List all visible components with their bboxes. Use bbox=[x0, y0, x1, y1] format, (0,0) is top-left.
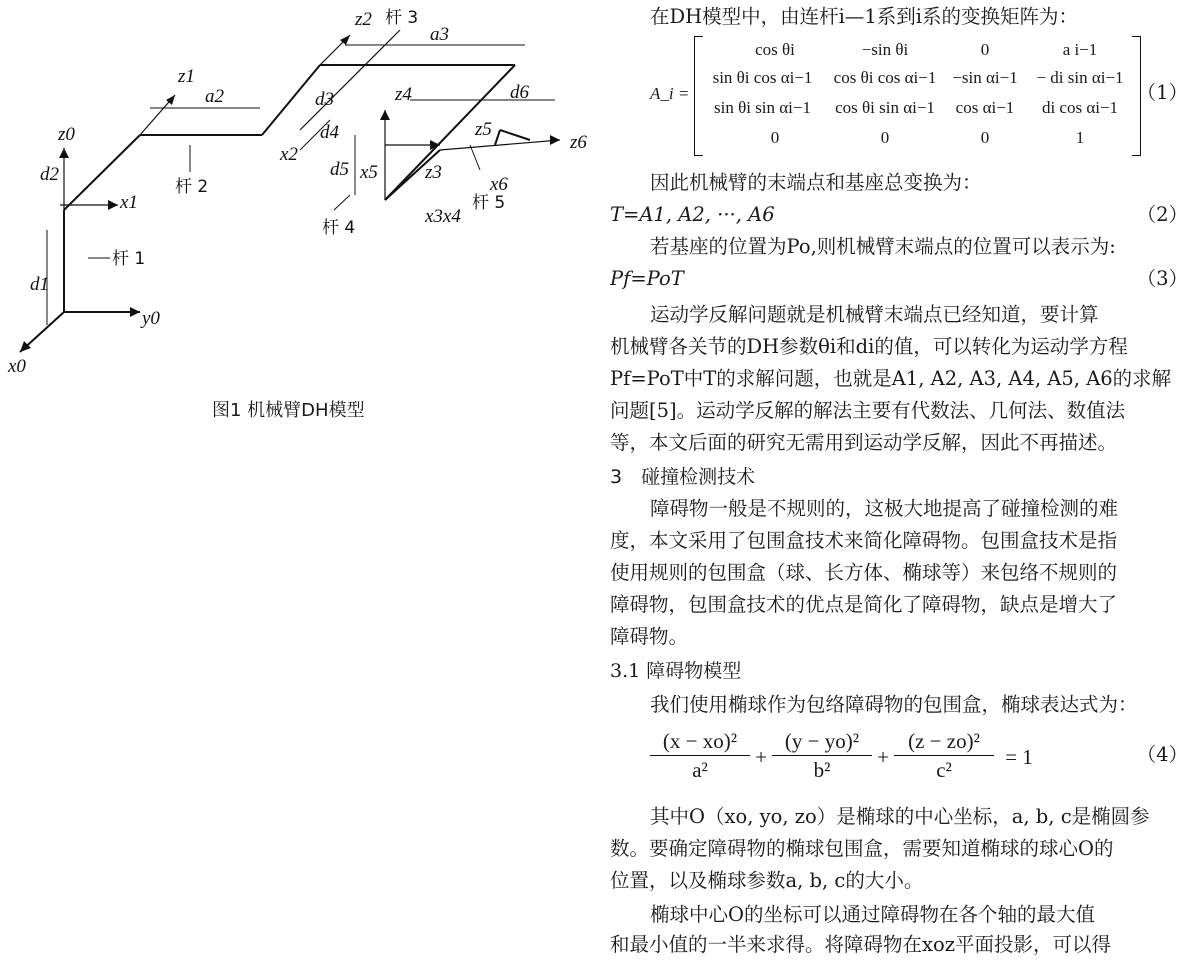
matrix-cell: −sin αi−1 bbox=[952, 68, 1018, 87]
matrix-cell: − di sin αi−1 bbox=[1036, 68, 1124, 87]
z5-label: z5 bbox=[475, 119, 492, 140]
x2-label: x2 bbox=[280, 144, 298, 165]
z3-label: z3 bbox=[425, 162, 442, 183]
eq1-number: （1） bbox=[1136, 81, 1188, 104]
z4-label: z4 bbox=[395, 84, 412, 105]
matrix-cell: cos θi cos αi−1 bbox=[833, 68, 937, 87]
z1-label: z1 bbox=[178, 66, 195, 87]
paragraph-center-line: 位置，以及椭球参数a, b, c的大小。 bbox=[610, 869, 924, 892]
paragraph-obstacle-line: 障碍物，包围盒技术的优点是简化了障碍物，缺点是增大了 bbox=[610, 593, 1118, 616]
matrix-cell: cos αi−1 bbox=[955, 98, 1015, 117]
matrix-cell: −sin θi bbox=[861, 40, 909, 59]
section-heading-3: 3 碰撞检测技术 bbox=[610, 466, 756, 488]
paragraph-ik-line: 问题[5]。运动学反解的解法主要有代数法、几何法、数值法 bbox=[610, 399, 1126, 422]
matrix-cell: a i−1 bbox=[1062, 40, 1098, 59]
section-heading-3-1: 3.1 障碍物模型 bbox=[610, 660, 742, 682]
x0-label: x0 bbox=[8, 356, 26, 377]
eq4-term: $\frac{\text{(x − xo)²}}{\text{a²}}$ bbox=[650, 727, 750, 787]
matrix-cell: 0 bbox=[880, 128, 890, 147]
x1-label: x1 bbox=[120, 192, 138, 213]
matrix-cell: 0 bbox=[980, 128, 990, 147]
y0-arrow bbox=[130, 307, 140, 317]
paragraph-base: 若基座的位置为Po,则机械臂末端点的位置可以表示为: bbox=[650, 235, 1116, 258]
paragraph-center-line: 数。要确定障碍物的椭球包围盒，需要知道椭球的球心O的 bbox=[610, 837, 1114, 860]
eq4-term: $\frac{\text{(y − yo)²}}{\text{b²}}$ bbox=[772, 727, 872, 787]
paragraph-ik-line: 机械臂各关节的DH参数θi和di的值，可以转化为运动学方程 bbox=[610, 335, 1128, 358]
matrix-cell: cos θi sin αi−1 bbox=[835, 98, 935, 117]
d3-label: d3 bbox=[315, 89, 334, 110]
eq4-number: （4） bbox=[1136, 743, 1188, 766]
paragraph-ik-line: 等，本文后面的研究无需用到运动学反解，因此不再描述。 bbox=[610, 431, 1118, 454]
eq3-number: （3） bbox=[1136, 267, 1188, 290]
matrix-cell: sin θi cos αi−1 bbox=[712, 68, 813, 87]
paragraph-total-transform: 因此机械臂的末端点和基座总变换为： bbox=[650, 171, 982, 194]
paragraph-obstacle-line: 障碍物。 bbox=[610, 625, 689, 648]
paragraph-obstacle-line: 使用规则的包围盒（球、长方体、椭球等）来包络不规则的 bbox=[610, 561, 1118, 584]
eq4-rhs: = 1 bbox=[1005, 745, 1033, 769]
d2-label: d2 bbox=[40, 164, 59, 185]
paragraph-derivation-line: 和最小值的一半来求得。将障碍物在xoz平面投影，可以得 bbox=[610, 933, 1112, 956]
link-1-label: 杆 1 bbox=[112, 249, 146, 269]
y0-label: y0 bbox=[142, 308, 160, 329]
link-2-label: 杆 2 bbox=[175, 177, 209, 197]
transform-matrix bbox=[650, 36, 1150, 154]
matrix-cell: 0 bbox=[980, 40, 990, 59]
paragraph-ik-line: Pf=PoT中T的求解问题，也就是A1, A2, A3, A4, A5, A6的求解 bbox=[610, 367, 1172, 390]
matrix-cell: sin θi sin αi−1 bbox=[713, 98, 811, 117]
matrix-lhs: A_i = bbox=[650, 84, 690, 103]
x1-arrow bbox=[108, 200, 118, 210]
d5-label: d5 bbox=[330, 159, 349, 180]
matrix-cell: cos θi bbox=[755, 40, 795, 59]
a3-label: a3 bbox=[430, 24, 449, 45]
paragraph-ik-line: 运动学反解问题就是机械臂末端点已经知道，要计算 bbox=[650, 303, 1099, 326]
z2-label: z2 bbox=[355, 9, 372, 30]
x6-label: x6 bbox=[490, 174, 508, 195]
paragraph-ellipsoid: 我们使用椭球作为包络障碍物的包围盒，椭球表达式为： bbox=[650, 693, 1138, 716]
x3x4-label: x3x4 bbox=[425, 206, 461, 227]
matrix-cell: 0 bbox=[770, 128, 780, 147]
d4-label: d4 bbox=[320, 122, 339, 143]
d1-label: d1 bbox=[30, 274, 49, 295]
paragraph-center-line: 其中O（xo, yo, zo）是椭球的中心坐标，a, b, c是椭圆参 bbox=[650, 805, 1150, 828]
paragraph-derivation-line: 椭球中心O的坐标可以通过障碍物在各个轴的最大值 bbox=[650, 903, 1095, 926]
dh-model-figure bbox=[0, 0, 600, 440]
z0-label: z0 bbox=[58, 124, 75, 145]
dh-model-diagram bbox=[0, 0, 600, 390]
matrix-cell: 1 bbox=[1075, 128, 1085, 147]
figure-caption: 图1 机械臂DH模型 bbox=[212, 400, 365, 421]
matrix-bracket-left bbox=[694, 36, 703, 156]
eq4-plus: + bbox=[877, 745, 889, 769]
z6-label: z6 bbox=[570, 132, 587, 153]
link-4-label: 杆 4 bbox=[322, 218, 356, 238]
link-5-label: 杆 5 bbox=[472, 193, 506, 213]
eq2-number: （2） bbox=[1136, 203, 1188, 226]
eq4-plus: + bbox=[755, 745, 767, 769]
a2-label: a2 bbox=[205, 86, 224, 107]
d6-label: d6 bbox=[510, 82, 529, 103]
matrix-cell: di cos αi−1 bbox=[1041, 98, 1119, 117]
x5-label: x5 bbox=[360, 162, 378, 183]
eq3: Pf=PoT bbox=[610, 267, 684, 290]
paragraph-obstacle-line: 度，本文采用了包围盒技术来简化障碍物。包围盒技术是指 bbox=[610, 529, 1118, 552]
z0-arrow bbox=[59, 148, 69, 158]
link-3-label: 杆 3 bbox=[385, 8, 419, 28]
eq4-term: $\frac{\text{(z − zo)²}}{\text{c²}}$ bbox=[894, 727, 994, 787]
eq2: T=A1, A2, ···, A6 bbox=[610, 203, 775, 226]
paragraph-intro: 在DH模型中，由连杆i—1系到i系的变换矩阵为： bbox=[650, 5, 1079, 28]
paragraph-obstacle-line: 障碍物一般是不规则的，这极大地提高了碰撞检测的难 bbox=[650, 497, 1119, 520]
